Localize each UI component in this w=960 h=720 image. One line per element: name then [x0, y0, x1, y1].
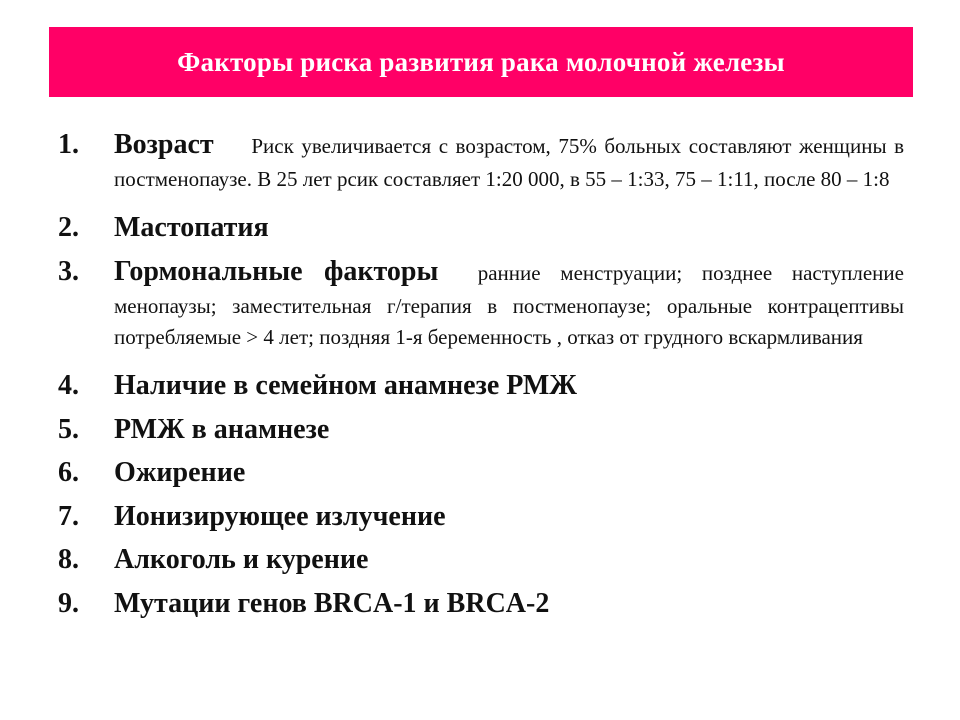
- list-item: [58, 126, 904, 195]
- item-name: Возраст: [114, 129, 214, 160]
- item-description: ранние менструации; позднее наступление менопаузы; заместительная г/терапия в постменопаузе; оральные контрацептивы потребляемые > 4 лет; поздняя 1-я беременность , отказ от грудного вскармливания: [114, 261, 904, 349]
- item-body: [114, 411, 904, 449]
- item-body: [114, 367, 904, 405]
- item-name: РМЖ в анамнезе: [114, 414, 330, 445]
- item-number: 4.: [58, 370, 79, 401]
- list-item: [58, 498, 904, 536]
- item-number: 3.: [58, 256, 79, 287]
- item-number: 8.: [58, 544, 79, 575]
- item-name: Мутации генов BRCA-1 и BRCA-2: [114, 588, 550, 619]
- item-body: [114, 126, 904, 195]
- item-name: Алкоголь и курение: [114, 544, 369, 575]
- item-body: [114, 585, 904, 623]
- item-body: [114, 541, 904, 579]
- item-name: Ожирение: [114, 457, 246, 488]
- item-number: 6.: [58, 457, 79, 488]
- item-number: 1.: [58, 129, 79, 160]
- item-name: Наличие в семейном анамнезе РМЖ: [114, 370, 577, 401]
- item-number: 2.: [58, 212, 79, 243]
- list-item: [58, 411, 904, 449]
- list-item: [58, 253, 904, 353]
- item-body: [114, 454, 904, 492]
- item-number: 5.: [58, 414, 79, 445]
- item-number: 7.: [58, 501, 79, 532]
- list-item: [58, 454, 904, 492]
- slide-title: Факторы риска развития рака молочной железы: [177, 46, 785, 77]
- item-body: [114, 253, 904, 353]
- list-item: [58, 209, 904, 247]
- item-name: Ионизирующее излучение: [114, 501, 446, 532]
- item-number: 9.: [58, 588, 79, 619]
- item-body: [114, 498, 904, 536]
- title-banner: [49, 27, 913, 97]
- list-item: [58, 367, 904, 405]
- item-name: Гормональные факторы: [114, 256, 439, 287]
- risk-factor-list: [58, 126, 904, 623]
- item-name: Мастопатия: [114, 212, 269, 243]
- list-item: [58, 585, 904, 623]
- list-item: [58, 541, 904, 579]
- item-body: [114, 209, 904, 247]
- item-description: Риск увеличивается с возрастом, 75% больных составляют женщины в постменопаузе. В 25 лет рсик составляет 1:20 000, в 55 – 1:33, 75 – 1:11, после 80 – 1:8: [114, 134, 905, 191]
